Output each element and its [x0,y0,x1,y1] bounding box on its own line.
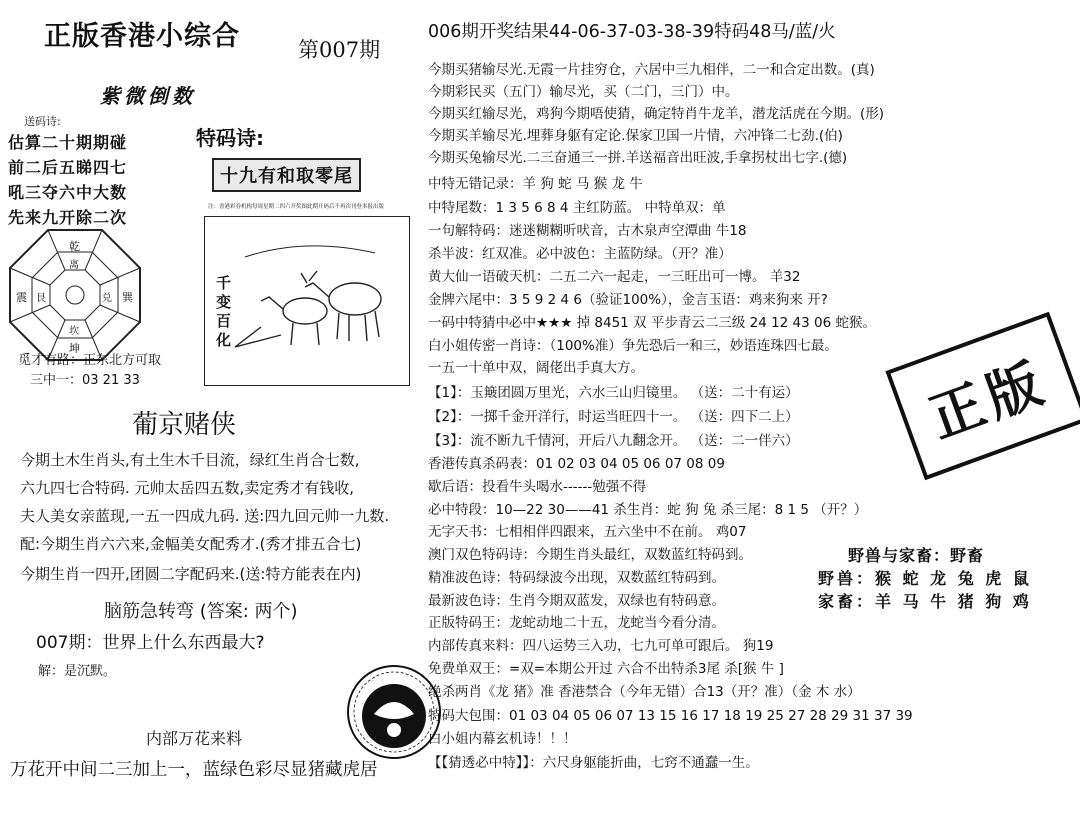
right-line: 特码大包围：01 03 04 05 06 07 13 15 16 17 18 19 25 27 28 29 31 37 39 [428,708,913,724]
inner-title: 内部万花来料 [146,729,243,748]
riddle-question: 007期：世界上什么东西最大? [36,633,265,653]
pujing-line: 夫人美女亲蓝现,一五一四成九码. 送:四九回元帅一九数. [20,507,390,525]
pets-title: 野兽与家畜：野畜 [848,546,985,565]
right-line: 【3】：流不断九千情河，开后八九翻念开。 （送：二一伴六） [428,433,799,449]
right-line: 正版特码王：龙蛇动地二十五，龙蛇当今看分清。 [428,615,725,631]
right-line: 精准波色诗：特码绿波今出现，双数蓝红特码到。 [428,570,725,586]
bagua-label: 乾 [69,240,80,253]
poem-line: 前二后五睇四七 [8,158,128,177]
right-line: 免费单双王：=双=本期公开过 六合不出特杀3尾 杀[猴 牛 ] [428,661,784,677]
right-line: 【【猜透必中特】】：六尺身躯能折曲，七窍不通蠢一生。 [428,755,759,771]
right-line: 今期买羊输尽光.埋葬身躯有定论.保家卫国一片情，六冲锋二七劲.(伯) [428,128,843,144]
inner-text: 万花开中间二三加上一，蓝绿色彩尽显猪藏虎居 [10,760,378,780]
poem-line: 估算二十期期碰 [8,133,128,152]
figure-note: 注：香港彩券机构每周星期二四六开奖图此期开码后不再次刊登本报出版 [208,204,385,210]
treasure-direction: 觅才有路：正东北方可取 [18,353,162,368]
section-title-pujing: 葡京赌侠 [132,410,237,440]
riddle-answer: 解：是沉默。 [38,664,117,679]
pujing-line: 今期生肖一四开,团圆二字配码来.(送:特方能表在内) [20,565,362,583]
right-line: 最新波色诗：生肖今期双蓝发，双绿也有特码意。 [428,593,725,609]
bagua-label: 兑 [102,293,112,304]
right-line: 今期买兔输尽光.二三奋通三一拼.羊送福音出旺波,手拿拐杖出七字.(德) [428,150,848,166]
right-line: 一码中特猜中必中★★★ 掉 8451 双 平步青云二三级 24 12 43 06 蛇猴。 [428,315,876,331]
pujing-line: 今期土木生肖头,有土生木千目流，绿红生肖合七数, [20,451,360,469]
livestock-list: 家畜：羊 马 牛 猪 狗 鸡 [818,592,1032,611]
right-line: 金牌六尾中：3 5 9 2 4 6（验证100%），金言玉语：鸡来狗来 开? [428,292,828,308]
right-line: 今期彩民买（五门）输尽光，买（二门，三门）中。 [428,84,739,100]
tema-label: 特码诗: [196,126,264,150]
right-line: 今期买红输尽光，鸡狗今期唔使猜，确定特肖牛龙羊，潜龙活虎在今期。(形) [428,106,885,122]
poem-line: 吼三夺六中大数 [8,183,128,202]
right-line: 今期买猪输尽光.无霞一片挂穷仓，六居中三九相伴，二一和合定出数。(真) [428,62,875,78]
issue-number: 第007期 [298,38,381,62]
right-line: 中特尾数：1 3 5 6 8 4 主红防蓝。 中特单双：单 [428,200,726,216]
bagua-label: 艮 [36,293,46,304]
authentic-stamp: 正版 [885,312,1080,481]
right-line: 黄大仙一语破天机：二五二六一起走，一三旺出可一博。 羊32 [428,269,801,285]
bagua-label: 震 [16,291,27,304]
right-line: 【2】：一掷千金开洋行，时运当旺四十一。 （送：四下二上） [428,409,799,425]
right-line: 香港传真杀码表：01 02 03 04 05 06 07 08 09 [428,456,725,472]
poem-label: 送码诗: [24,115,61,128]
figure-box [204,216,410,386]
right-line: 白小姐传密一肖诗：（100%准）争先恐后一和三，妙语连珠四七最。 [428,338,838,354]
right-line: 白小姐内幕玄机诗！！！ [428,731,577,747]
result-header: 006期开奖结果44-06-37-03-38-39特码48马/蓝/火 [428,22,836,42]
bagua-label: 坎 [69,326,79,337]
right-line: 无字天书：七相相伴四跟来，五六坐中不在前。 鸡07 [428,524,747,540]
pujing-line: 六九四七合特码. 元帅太岳四五数,卖定秀才有钱收, [20,479,355,497]
subtitle-banner: 紫微倒数 [100,84,196,108]
bagua-label: 坤 [69,342,80,355]
right-line: 杀半波：红双准。必中波色：主蓝防绿。（开？准） [428,246,732,262]
right-line: 澳门双色特码诗：今期生肖头最红，双数蓝红特码到。 [428,547,752,563]
right-line: 一句解特码：迷迷糊糊听吠音，古木泉声空潭曲 牛18 [428,223,747,239]
right-line: 中特无错记录：羊 狗 蛇 马 猴 龙 牛 [428,176,643,192]
right-line: 内部传真来料：四八运势三入功，七九可单可跟后。 狗19 [428,638,774,654]
right-line: 歇后语：投看牛头喝水------勉强不得 [428,479,647,495]
pujing-line: 配:今期生肖六六来,金幅美女配秀才.(秀才排五合七) [20,535,362,553]
riddle-title: 脑筋急转弯 (答案: 两个) [104,601,298,622]
beasts-list: 野兽：猴 蛇 龙 兔 虎 鼠 [818,569,1032,588]
right-line: 绝杀两肖《龙 猪》准 香港禁合（今年无错）合13（开？准）（金 木 水） [428,684,861,700]
page-title: 正版香港小综合 [44,21,240,52]
tema-banner: 十九有和取零尾 [212,158,361,192]
right-line: 【1】：玉簸团圆万里光，六水三山归镜里。 （送：二十有运） [428,385,799,401]
bagua-label: 巽 [122,291,133,304]
poem-line: 先来九开除二次 [8,208,128,227]
figure-caption: 千变百化 [214,275,232,351]
three-in-one: 三中一：03 21 33 [30,373,140,388]
bagua-diagram [8,228,142,362]
right-line: 必中特段：10—22 30——41 杀生肖：蛇 狗 兔 杀三尾：8 1 5 （开？） [428,502,868,518]
bagua-label: 离 [69,260,79,271]
right-line: 一五一十单中双，阔佬出手真大方。 [428,360,644,376]
